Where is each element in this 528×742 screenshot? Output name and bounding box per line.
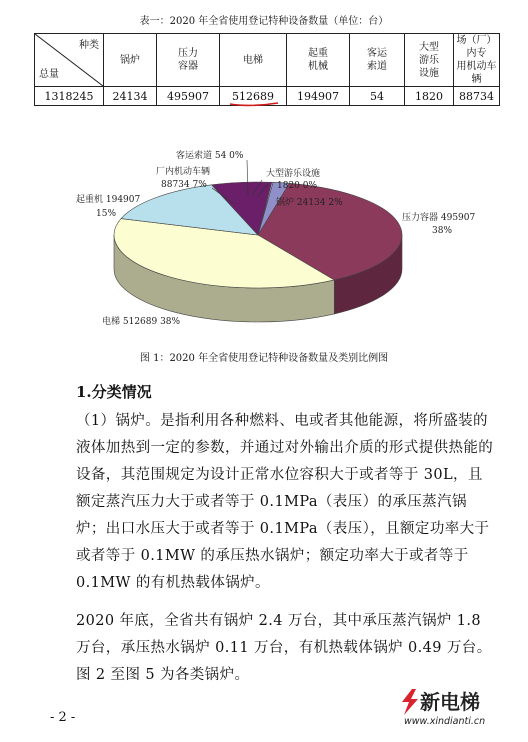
value-cell: 54: [350, 87, 405, 106]
column-header-text: 起重 机械: [308, 48, 328, 72]
column-header-boiler: [104, 34, 157, 87]
value-cell: 24134: [104, 87, 157, 106]
table-caption: 表一：2020 年全省使用登记特种设备数量（单位：台）: [139, 16, 389, 27]
page-number: - 2 -: [50, 710, 76, 725]
figure-caption: 图 1：2020 年全省使用登记特种设备数量及类别比例图: [139, 353, 389, 364]
column-header-pressure-vessel: [157, 34, 220, 87]
value-cell: 495907: [157, 87, 220, 106]
column-header-ropeway: [350, 34, 405, 87]
column-header-text: 场（厂）内专 用机动车辆: [456, 35, 497, 85]
column-header-text: 大型 游乐 设施: [419, 41, 439, 79]
value-cell: 88734: [454, 87, 500, 106]
slice-label: 厂内机动车辆: [156, 167, 211, 177]
value-text: 512689: [232, 89, 274, 103]
diagonal-header-cell: [35, 34, 104, 87]
slice-label: 大型游乐设施: [266, 169, 321, 179]
slice-label-value: 15%: [96, 209, 117, 219]
column-header-amusement: [405, 34, 454, 87]
column-header-text: 压力 容器: [178, 48, 198, 72]
column-header-crane: [287, 34, 350, 87]
column-header-text: 客运 索道: [367, 48, 387, 72]
column-header-vehicle: [454, 34, 500, 87]
slice-label-value: 88734 7%: [161, 180, 207, 190]
value-cell-elevator: [220, 87, 287, 106]
underlined-value: [232, 90, 274, 103]
watermark-title: 新电梯: [420, 690, 480, 714]
value-cell: 194907: [287, 87, 350, 106]
column-header-text: 电梯: [243, 54, 263, 66]
pie-chart: [0, 140, 528, 345]
section-title: 1.分类情况: [76, 383, 152, 401]
red-underline-mark: [229, 101, 279, 107]
table-value-row: [35, 87, 500, 106]
slice-label: 客运索道 54 0%: [176, 151, 244, 161]
header-category-label: 种类: [79, 40, 99, 51]
table-header-row: [35, 34, 500, 87]
watermark: [398, 686, 522, 742]
column-header-text: 锅炉: [120, 54, 140, 66]
paragraph-boiler-stats: 2020 年底，全省共有锅炉 2.4 万台，其中承压蒸汽锅炉 1.8 万台，承压热水锅炉 0.11 万台，有机热载体锅炉 0.49 万台。图 2 至图 5 为各类锅炉。: [76, 613, 492, 683]
slice-label: 压力容器 495907: [402, 213, 476, 223]
header-total-label: 总量: [39, 69, 59, 80]
slice-label: 锅炉 24134 2%: [276, 198, 343, 208]
slice-label-value: 1820 0%: [277, 181, 318, 191]
watermark-logo-icon: [398, 688, 422, 716]
slice-label-value: 38%: [432, 226, 453, 236]
total-cell: 1318245: [35, 87, 104, 106]
column-header-elevator: [220, 34, 287, 87]
watermark-url: www.xindianti.cn: [404, 716, 486, 727]
paragraph-boiler-definition: （1）锅炉。是指利用各种燃料、电或者其他能源，将所盛装的液体加热到一定的参数，并通过对外输出介质的形式提供热能的设备，其范围规定为设计正常水位容积大于或者等于 30L，且额定蒸汽压力大于或者等于 0.1MPa（表压）的承压蒸汽锅炉；出口水压大于或者等于 0.1MPa（表压），且额定功率大于或者等于 0.1MW 的承压热水锅炉；额定功率大于或者等于 0.1MW 的有机热载体锅炉。: [76, 413, 494, 591]
slice-label: 电梯 512689 38%: [102, 317, 181, 327]
value-cell: 1820: [405, 87, 454, 106]
equipment-count-table: [34, 33, 500, 106]
slice-label: 起重机 194907: [76, 195, 141, 205]
